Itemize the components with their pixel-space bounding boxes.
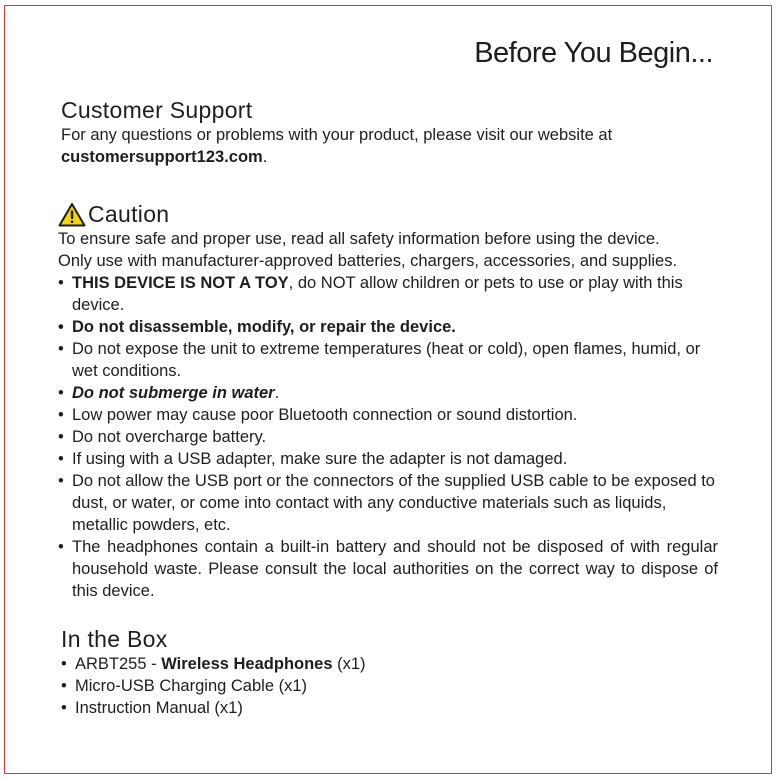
box-item-qty: (x1)	[332, 655, 366, 673]
list-item	[61, 653, 731, 675]
warning-triangle-icon	[58, 202, 86, 227]
page-title: Before You Begin...	[474, 37, 713, 69]
list-item	[58, 272, 718, 316]
list-item: • If using with a USB adapter, make sure the adapter is not damaged.	[58, 448, 718, 470]
submerge-period: .	[274, 384, 280, 402]
list-item: • The headphones contain a built-in battery and should not be disposed of with regular household waste. Please consult the local authorities on the correct way to dispose of this device.	[58, 536, 718, 602]
in-the-box-section	[61, 626, 731, 719]
list-item: • Do not expose the unit to extreme temperatures (heat or cold), open flames, humid, or wet conditions.	[58, 338, 718, 382]
caution-section	[58, 201, 728, 602]
list-item: • Do not overcharge battery.	[58, 426, 718, 448]
caution-intro-line-1: To ensure safe and proper use, read all safety information before using the device.	[58, 230, 660, 248]
box-item-model: ARBT255 -	[75, 655, 162, 673]
customer-support-section	[61, 97, 731, 168]
caution-intro	[58, 228, 728, 272]
list-item: • Do not disassemble, modify, or repair the device.	[58, 316, 718, 338]
list-item: • Micro-USB Charging Cable (x1)	[61, 675, 731, 697]
customer-support-text	[61, 124, 731, 168]
box-item-name: Wireless Headphones	[161, 655, 333, 673]
list-item: • Instruction Manual (x1)	[61, 697, 731, 719]
in-the-box-heading: In the Box	[61, 626, 168, 652]
caution-intro-line-2: Only use with manufacturer-approved batteries, chargers, accessories, and supplies.	[58, 252, 678, 270]
list-item: • Low power may cause poor Bluetooth connection or sound distortion.	[58, 404, 718, 426]
caution-list	[58, 272, 718, 602]
not-a-toy-warning: THIS DEVICE IS NOT A TOY	[72, 274, 289, 292]
customer-support-heading: Customer Support	[61, 97, 253, 123]
box-contents-list	[61, 653, 731, 719]
list-item: • Do not allow the USB port or the connectors of the supplied USB cable to be exposed to dust, or water, or come into contact with any conductive materials such as liquids, metallic powders, etc.	[58, 470, 718, 536]
list-item	[58, 382, 718, 404]
support-website: customersupport123.com	[61, 148, 263, 166]
manual-page	[4, 5, 772, 774]
support-description: For any questions or problems with your product, please visit our website at	[61, 126, 613, 144]
caution-heading	[58, 201, 728, 227]
submerge-warning: Do not submerge in water	[72, 384, 275, 402]
support-period: .	[262, 148, 268, 166]
not-a-toy-rest: , do NOT allow children or pets to use or play with this device.	[72, 274, 683, 314]
caution-heading-text: Caution	[88, 201, 170, 227]
